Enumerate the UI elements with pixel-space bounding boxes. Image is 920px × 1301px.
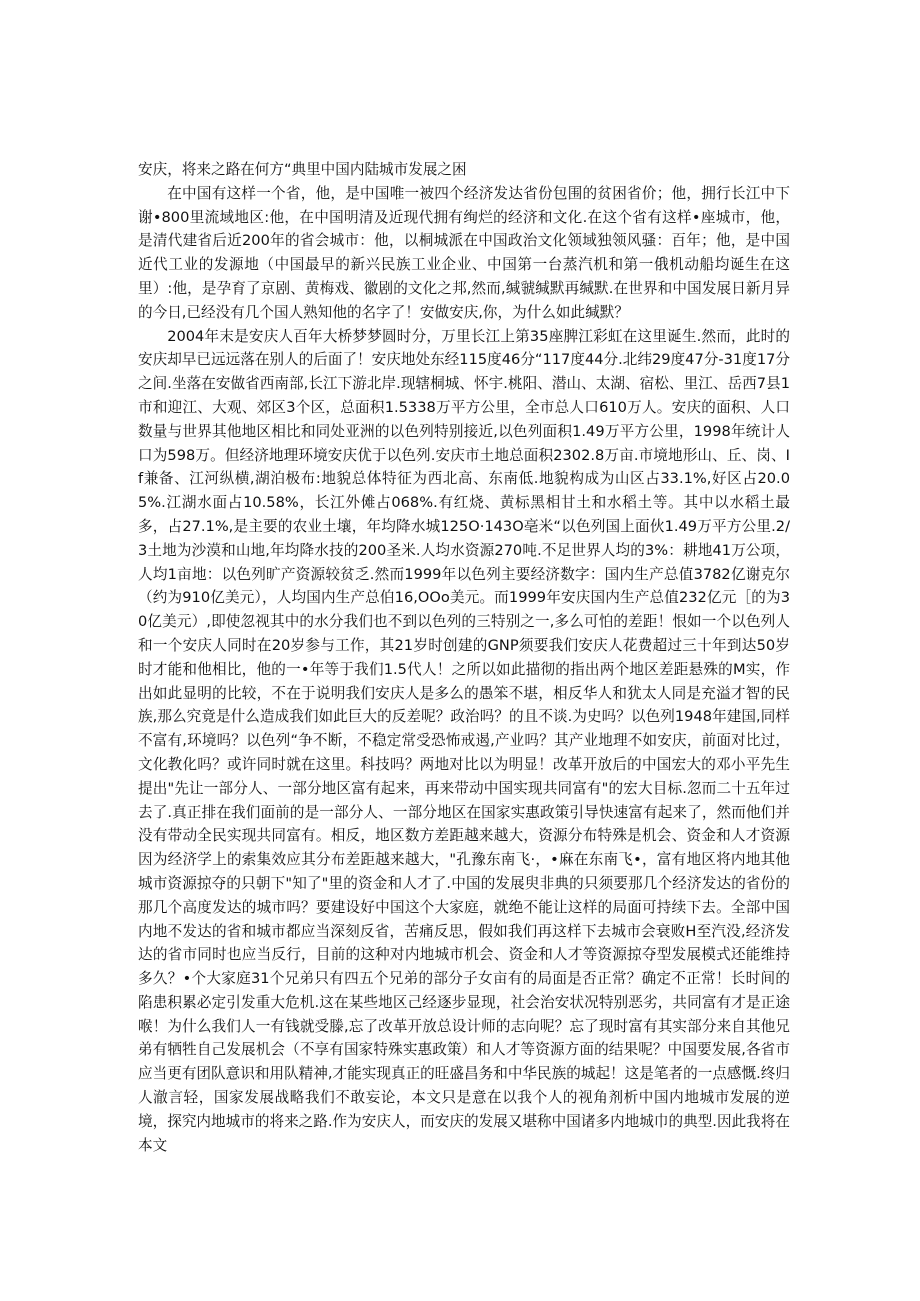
document-page — [138, 158, 790, 1157]
document-title: 安庆，将来之路在何方“典里中国内陆城市发展之困 — [138, 161, 467, 178]
paragraph: 2004年末是安庆人百年大桥梦梦圆时分，万里长江上第35座脾江彩虹在这里诞生.然而，此时的安庆却早已远远落在别人的后面了！安庆地处东经115度46分“117度44分.北纬29度47分-31度17分之间.坐落在安做省西南部,长江下游北岸.现辖桐城、怀宇.桃阳、潜山、太湖、宿松、里江、岳西7县1市和迎江、大观、郊区3个区，总面积1.5338万平方公里，全市总人口610万人。安庆的面积、人口数量与世界其他地区相比和同处亚洲的以色列特别接近,以色列面积1.49万平方公里，1998年统计人口为598万。但经济地理环境安庆优于以色列.安庆市土地总面积2302.8万亩.市境地形山、丘、岗、If兼备、江河纵横,湖泊极布:地貌总体特征为西北高、东南低.地貌构成为山区占33.1%,好区占20.05%.江湖水面占10.58%，长江外傩占068%.有红烧、黄标黑相甘土和水稻土等。其中以水稻土最多，占27.1%,是主要的农业土壤，年均降水城125O·143O亳米“以色列国上面伙1.49万平方公里.2/3土地为沙漠和山地,年均降水技的200圣米.人均水资源270吨.不足世界人均的3%：耕地41万公项，人均1亩地：以色列旷产资源较贫乏.然而1999年以色列主要经济数字：国内生产总值3782亿谢克尔（约为910亿美元），人均国内生产总伯16,OOo美元。而1999年安庆国内生产总值232亿元［的为30亿美元）,即使忽视其中的水分我们也不到以色列的三特别之一,多么可怕的差距！恨如一个以色列人和一个安庆人同时在20岁参与工作，其21岁时创建的GNP须要我们安庆人花费超过三十年到达50岁时才能和他相比，他的一•年等于我们1.5代人！之所以如此描彻的指出两个地区差距悬殊的M实，作出如此显明的比较，不在于说明我们安庆人是多么的愚笨不堪，相反华人和犹太人同是充溢才智的民族,那么究竟是什么造成我们如此巨大的反差呢？政治吗？的且不谈.为史吗？以色列1948年建国,同样不富有,环境吗？以色列“争不断，不稳定常受恐怖戒遏,产业吗？其产业地理不如安庆，前面对比过，文化教化吗？或许同时就在这里。科技吗？两地对比以为明显！改革开放后的中国宏大的邓小平先生提出"先让一部分人、一部分地区富有起来，再来带动中国实现共同富有"的宏大目标.忽而二十五年过去了.真正排在我们面前的是一部分人、一部分地区在国家实惠政策引导快速富有起来了，然而他们并没有带动全民实现共同富有。相反，地区数方差距越来越大，资源分布特殊是机会、资金和人才资源因为经济学上的索集效应其分布差距越来越大，"孔豫东南飞·，•麻在东南飞•，富有地区将内地其他城市资源掠夺的只朝下"知了"里的资金和人才了.中国的发展臾非典的只须要那几个经济发达的省份的那几个高度发达的城市吗？要建设好中国这个大家庭，就绝不能让这样的局面可持续下去。全部中国内地不发达的省和城市都应当深刻反省，苦痛反思，假如我们再这样下去城市会衰败H至汽没,经济发达的省市同时也应当反行，目前的这种对内地城市机会、资金和人才等资源掠夺型发展模式还能维持多久？•个大家庭31个兄弟只有四五个兄弟的部分子女亩有的局面是否正常？确定不正常！长时间的陷患积累必定引发重大危机.这在某些地区己经逐步显现，社会治安状况特别恶劣，共同富有才是正途喉！为什么我们人一有钱就受滕,忘了改革开放总设计师的志向呢？忘了现时富有其实部分来自其他兄弟有牺牲自己发展机会（不享有国家特殊实惠政策）和人才等资源方面的结果呢？中国要发展,各省市应当更有团队意识和用队精神,才能实现真正的旺盛昌务和中华民族的城起！这是笔者的一点感慨.终归人澈言轻，国家发展战略我们不敢妄论，本文只是意在以我个人的视角剂析中国内地城市发展的逆境，探究内地城市的将来之路.作为安庆人，而安庆的发展又堪称中国诸多内地城巾的典型.因此我将在本文 — [138, 327, 790, 1154]
paragraph: 在中国有这样一个省，他，是中国唯一被四个经济发达省份包围的贫困省价；他，拥行长江中下谢•800里流域地区:他，在中国明清及近现代拥有绚烂的经济和文化.在这个省有这样•座城市，他，是清代建省后近200年的省会城市：他，以桐城派在中国政治文化领域独领风骚：百年；他，是中国近代工业的发源地（中国最早的新兴民族工业企业、中国第一台蒸汽机和第一俄机动船均诞生在这里）:他，是孕育了京剧、黄梅戏、徽剧的文化之邦,然而,缄虢缄默再缄默.在世界和中国发展日新月异的今日,已经没有几个国人熟知他的名字了！安做安庆,你，为什么如此缄默？ — [138, 184, 790, 321]
